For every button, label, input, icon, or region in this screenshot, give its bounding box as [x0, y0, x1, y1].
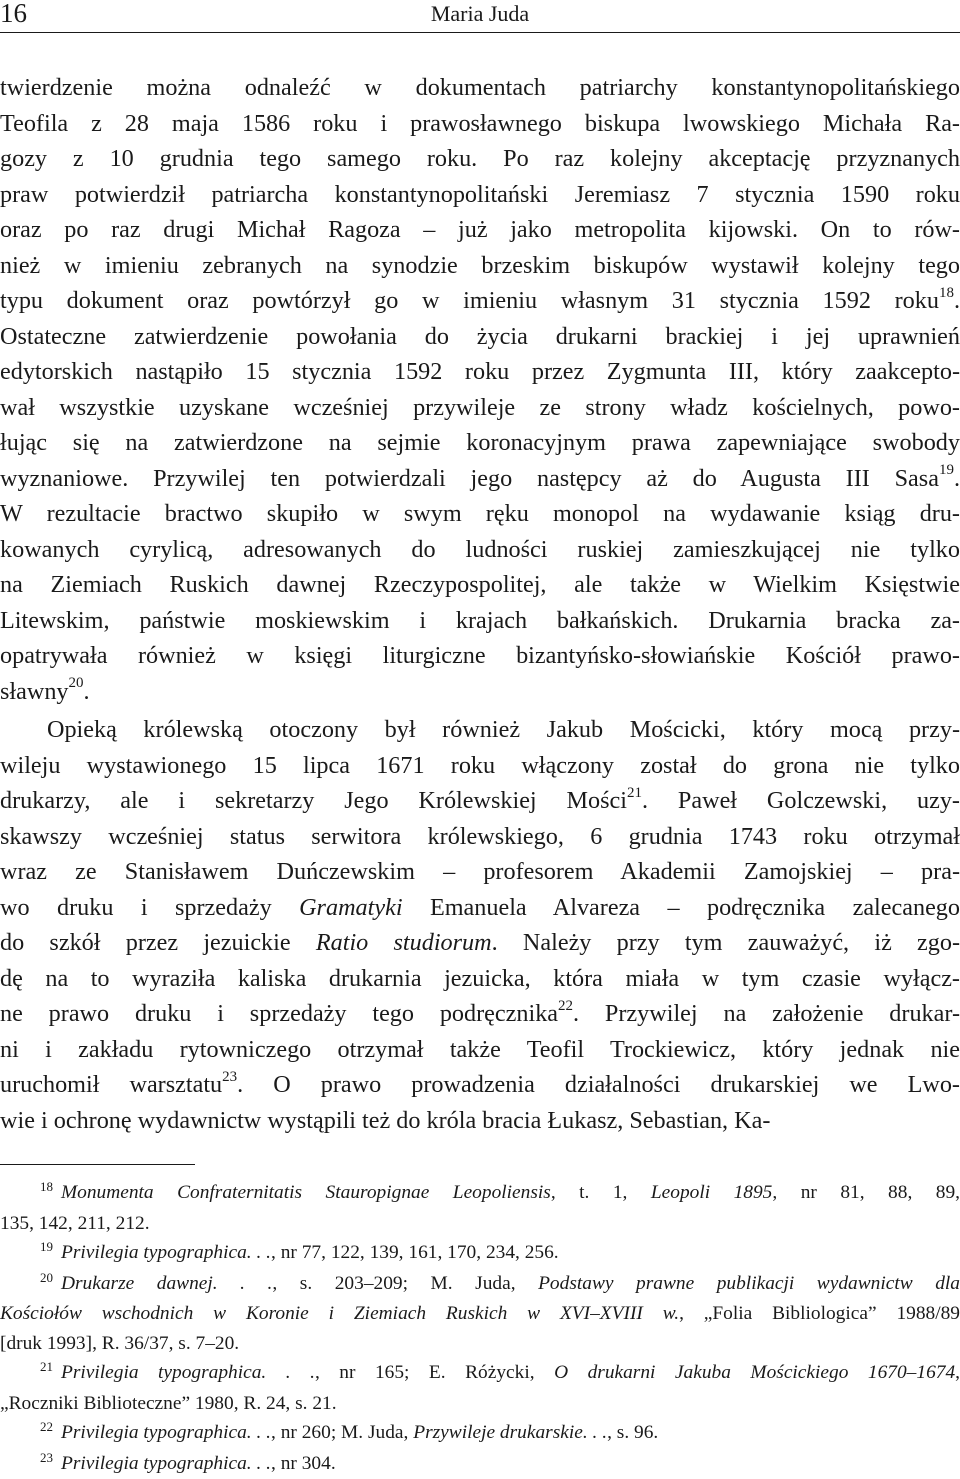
citation-title: Przywileje drukarskie. . .: [413, 1422, 607, 1443]
footnote-19: [0, 1238, 960, 1269]
footnote-number: 23: [40, 1450, 61, 1465]
text-line: [0, 319, 960, 355]
citation-text: , t. 1,: [551, 1182, 651, 1203]
citation-title: Privilegia typographica. . .: [61, 1422, 271, 1443]
text-run: praw potwierdził patriarcha konstantynopolitański Jeremiasz 7 stycznia 1590 roku: [0, 181, 960, 208]
footnote-ref: 21: [627, 785, 642, 801]
footnote-ref: 19: [939, 462, 954, 478]
text-line: [0, 925, 960, 961]
footnote-number: 22: [40, 1419, 61, 1434]
text-line: [0, 996, 960, 1032]
text-line: [0, 390, 960, 426]
text-run: edytorskich nastąpiło 15 stycznia 1592 roku przez Zygmunta III, który zaakcepto-: [0, 358, 960, 385]
citation-text: , nr 77, 122, 139, 161, 170, 234, 256.: [271, 1242, 559, 1263]
text-run: . Przywilej na założenie drukar-: [573, 1000, 960, 1027]
text-line: [0, 532, 960, 568]
text-line: [0, 1067, 960, 1103]
italic-title: Gramatyki: [299, 894, 402, 921]
footnotes: [0, 1178, 960, 1479]
text-line: [0, 70, 960, 106]
text-line: [0, 890, 960, 926]
footnote-line: [0, 1389, 960, 1419]
text-run: sławny: [0, 678, 69, 705]
citation-title: Privilegia typographica. . .: [61, 1362, 315, 1383]
body-text: [0, 70, 960, 1138]
citation-text: , nr 165; E. Różycki,: [315, 1362, 554, 1383]
footnote-number: 18: [40, 1179, 61, 1194]
page-number: 16: [0, 0, 27, 29]
text-run: ne prawo druku i sprzedaży tego podręcznika: [0, 1000, 558, 1027]
text-line: [0, 854, 960, 890]
footnote-number: 21: [40, 1359, 61, 1374]
text-run: . O prawo prowadzenia działalności drukarskiej we Lwo-: [237, 1071, 960, 1098]
text-run: wileju wystawionego 15 lipca 1671 roku włączony został do grona nie tylko: [0, 752, 960, 779]
footnote-line: [0, 1418, 960, 1449]
text-run: Emanuela Alvareza – podręcznika zalecanego: [403, 894, 960, 921]
text-run: Opieką królewską otoczony był również Jakub Mościcki, który mocą przy-: [47, 716, 960, 743]
running-head: Maria Juda: [0, 1, 960, 27]
text-run: typu dokument oraz powtórzył go w imieniu własnym 31 stycznia 1592 roku: [0, 287, 939, 314]
footnote-number: 19: [40, 1239, 61, 1254]
citation-title: Drukarze dawnej. . .: [61, 1273, 272, 1294]
text-line: [0, 212, 960, 248]
text-run: skawszy wcześniej status serwitora królewskiego, 6 grudnia 1743 roku otrzymał: [0, 823, 960, 850]
text-line: [0, 283, 960, 319]
text-run: na Ziemiach Ruskich dawnej Rzeczypospolitej, ale także w Wielkim Księstwie: [0, 571, 960, 598]
citation-text: [druk 1993], R. 36/37, s. 7–20.: [0, 1333, 239, 1354]
citation-text: , s. 203–209; M. Juda,: [272, 1273, 538, 1294]
text-line: [0, 461, 960, 497]
citation-title: Kościołów wschodnich w Koronie i Ziemiach Ruskich w XVI–XVIII w.: [0, 1303, 679, 1324]
text-line: [0, 603, 960, 639]
citation-text: , s. 96.: [607, 1422, 658, 1443]
text-run: .: [84, 678, 90, 705]
paragraph-1: [0, 70, 960, 709]
footnote-ref: 20: [69, 675, 84, 691]
citation-title: Monumenta Confraternitatis Stauropignae Leopoliensis: [61, 1182, 551, 1203]
citation-text: , nr 304.: [271, 1453, 336, 1474]
text-run: wo druku i sprzedaży: [0, 894, 299, 921]
text-run: oraz po raz drugi Michał Ragoza – już jako metropolita kijowski. On to rów-: [0, 216, 960, 243]
text-line: [0, 1103, 960, 1139]
text-run: . Paweł Golczewski, uzy-: [642, 787, 960, 814]
text-run: .: [954, 287, 960, 314]
text-line: [0, 354, 960, 390]
footnote-line: [0, 1449, 960, 1479]
text-run: wie i ochronę wydawnictw wystąpili też do króla bracia Łukasz, Sebastian, Ka-: [0, 1107, 770, 1134]
text-line: [0, 783, 960, 819]
text-run: uruchomił warsztatu: [0, 1071, 222, 1098]
citation-text: , nr 81, 88, 89,: [772, 1182, 960, 1203]
text-line: [0, 1032, 960, 1068]
footnote-21: [0, 1358, 960, 1418]
text-line: [0, 248, 960, 284]
text-run: dę na to wyraziła kaliska drukarnia jezuicka, która miała w tym czasie wyłącz-: [0, 965, 960, 992]
text-run: W rezultacie bractwo skupiło w swym ręku monopol na wydawanie ksiąg dru-: [0, 500, 960, 527]
text-line: [0, 638, 960, 674]
footnote-ref: 18: [939, 285, 954, 301]
citation-title: Leopoli 1895: [651, 1182, 773, 1203]
footnote-20: [0, 1269, 960, 1359]
footnote-18: [0, 1178, 960, 1238]
citation-text: , „Folia Bibliologica” 1988/89: [679, 1303, 960, 1324]
text-run: twierdzenie można odnaleźć w dokumentach patriarchy konstantynopolitańskiego: [0, 74, 960, 101]
text-run: do szkół przez jezuickie: [0, 929, 316, 956]
footnote-line: [0, 1178, 960, 1209]
text-line: [0, 106, 960, 142]
text-line: [0, 496, 960, 532]
text-run: . Należy przy tym zauważyć, iż zgo-: [492, 929, 960, 956]
text-run: wyznaniowe. Przywilej ten potwierdzali jego następcy aż do Augusta III Sasa: [0, 465, 939, 492]
text-run: ni i zakładu rytowniczego otrzymał także Teofil Trockiewicz, który jednak nie: [0, 1036, 960, 1063]
citation-title: O drukarni Jakuba Mościckiego 1670–1674: [554, 1362, 955, 1383]
italic-title: Ratio studiorum: [316, 929, 492, 956]
text-line: [0, 961, 960, 997]
footnote-line: [0, 1299, 960, 1329]
footnote-rule: [0, 1164, 195, 1165]
text-line: [0, 712, 960, 748]
text-run: Litewskim, państwie moskiewskim i krajach bałkańskich. Drukarnia bracka za-: [0, 607, 960, 634]
text-line: [0, 748, 960, 784]
footnote-22: [0, 1418, 960, 1449]
footnote-ref: 22: [558, 998, 573, 1014]
text-run: wał wszystkie uzyskane wcześniej przywileje ze strony władz kościelnych, powo-: [0, 394, 960, 421]
text-run: Teofila z 28 maja 1586 roku i prawosławnego biskupa lwowskiego Michała Ra-: [0, 110, 960, 137]
text-run: kowanych cyrylicą, adresowanych do ludności ruskiej zamieszkującej nie tylko: [0, 536, 960, 563]
footnote-ref: 23: [222, 1069, 237, 1085]
text-run: nież w imieniu zebranych na synodzie brzeskim biskupów wystawił kolejny tego: [0, 252, 960, 279]
text-run: opatrywała również w księgi liturgiczne bizantyńsko-słowiańskie Kościół prawo-: [0, 642, 960, 669]
citation-text: 135, 142, 211, 212.: [0, 1213, 150, 1234]
footnote-number: 20: [40, 1270, 61, 1285]
footnote-line: [0, 1209, 960, 1239]
citation-text: „Roczniki Biblioteczne” 1980, R. 24, s. 21.: [0, 1393, 337, 1414]
text-line: [0, 567, 960, 603]
page-header: [0, 0, 960, 34]
footnote-line: [0, 1358, 960, 1389]
footnote-line: [0, 1269, 960, 1300]
text-run: wraz ze Stanisławem Duńczewskim – profesorem Akademii Zamojskiej – pra-: [0, 858, 960, 885]
text-line: [0, 425, 960, 461]
text-line: [0, 674, 960, 710]
text-line: [0, 177, 960, 213]
text-run: gozy z 10 grudnia tego samego roku. Po raz kolejny akceptację przyznanych: [0, 145, 960, 172]
footnote-line: [0, 1329, 960, 1359]
citation-title: Privilegia typographica. . .: [61, 1242, 271, 1263]
paragraph-2: [0, 712, 960, 1138]
text-run: drukarzy, ale i sekretarzy Jego Królewskiej Mości: [0, 787, 627, 814]
text-run: łując się na zatwierdzone na sejmie koronacyjnym prawa zapewniające swobody: [0, 429, 960, 456]
footnote-23: [0, 1449, 960, 1479]
text-run: .: [954, 465, 960, 492]
text-line: [0, 819, 960, 855]
header-rule: [0, 32, 960, 33]
citation-title: Privilegia typographica. . .: [61, 1453, 271, 1474]
citation-title: Podstawy prawne publikacji wydawnictw dla: [538, 1273, 960, 1294]
text-line: [0, 141, 960, 177]
footnote-line: [0, 1238, 960, 1269]
citation-text: , nr 260; M. Juda,: [271, 1422, 413, 1443]
text-run: Ostateczne zatwierdzenie powołania do życia drukarni brackiej i jej uprawnień: [0, 323, 960, 350]
citation-text: ,: [955, 1362, 960, 1383]
